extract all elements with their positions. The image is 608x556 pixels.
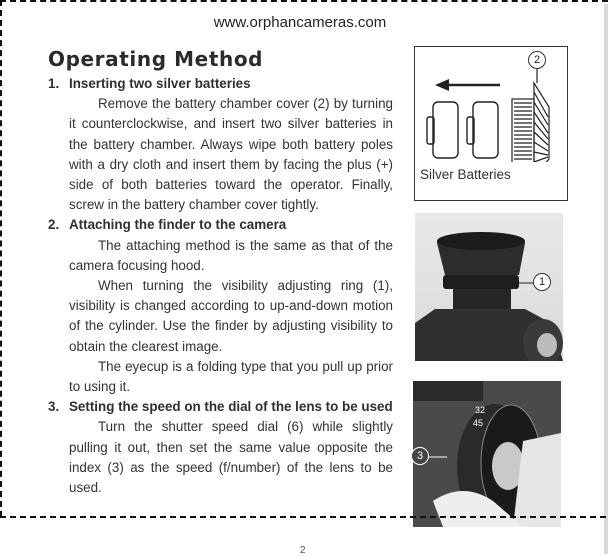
- section-heading: [48, 397, 393, 417]
- figure-caption: Silver Batteries: [420, 167, 511, 182]
- battery-cover-icon: [512, 69, 549, 162]
- section-title: Setting the speed on the dial of the lens to be used: [69, 399, 393, 415]
- callout-1: 1: [533, 273, 551, 291]
- callout-3: 3: [411, 447, 429, 465]
- section-number: 3.: [48, 399, 60, 415]
- dial-value: 45: [473, 418, 484, 428]
- section-heading: [48, 74, 393, 94]
- battery-icon: [467, 102, 498, 158]
- page-title: Operating Method: [48, 47, 264, 71]
- section-heading: [48, 215, 393, 235]
- dashed-border-top: [0, 0, 608, 2]
- paragraph: The eyecup is a folding type that you pull up prior to using it.: [69, 358, 393, 395]
- page-edge-shadow: [604, 4, 608, 554]
- main-text-column: [48, 74, 393, 498]
- dial-value: 32: [475, 405, 486, 415]
- arrow-left-icon: [435, 79, 500, 91]
- callout-2: 2: [528, 51, 546, 69]
- section-number: 2.: [48, 217, 60, 233]
- section-attaching-finder: [48, 215, 393, 397]
- section-title: Inserting two silver batteries: [69, 76, 251, 91]
- paragraph: When turning the visibility adjusting ring (1), visibility is changed according to up-and-down motion of the cylinder. Use the finder by adjusting visibility to obtain the clearest image.: [69, 278, 393, 354]
- section-setting-speed: [48, 397, 393, 498]
- dashed-border-left: [0, 0, 2, 517]
- paragraph: The attaching method is the same as that of the camera focusing hood.: [69, 237, 393, 273]
- battery-icon: [427, 102, 458, 158]
- section-title: Attaching the finder to the camera: [69, 217, 287, 233]
- lens-dial-photo: [413, 381, 561, 527]
- section-inserting-batteries: [48, 74, 393, 215]
- finder-photo: [415, 213, 563, 361]
- paragraph: Turn the shutter speed dial (6) while slightly pulling it out, then set the same value opposite the index (3) as the speed (f/number) of the lens to be used.: [69, 419, 393, 496]
- section-number: 1.: [48, 76, 60, 91]
- site-url[interactable]: www.orphancameras.com: [213, 14, 387, 31]
- battery-diagram: [414, 46, 568, 201]
- dial-illustration: [413, 381, 561, 527]
- dashed-cut-line: [0, 516, 606, 518]
- page-number: 2: [300, 545, 306, 556]
- paragraph: Remove the battery chamber cover (2) by turning it counterclockwise, and insert two silver batteries in the battery chamber. Always wipe both battery poles with a dry cloth and insert them by facing the plus (+) side of both batteries toward the operator. Finally, screw in the battery chamber cover tightly.: [69, 96, 393, 213]
